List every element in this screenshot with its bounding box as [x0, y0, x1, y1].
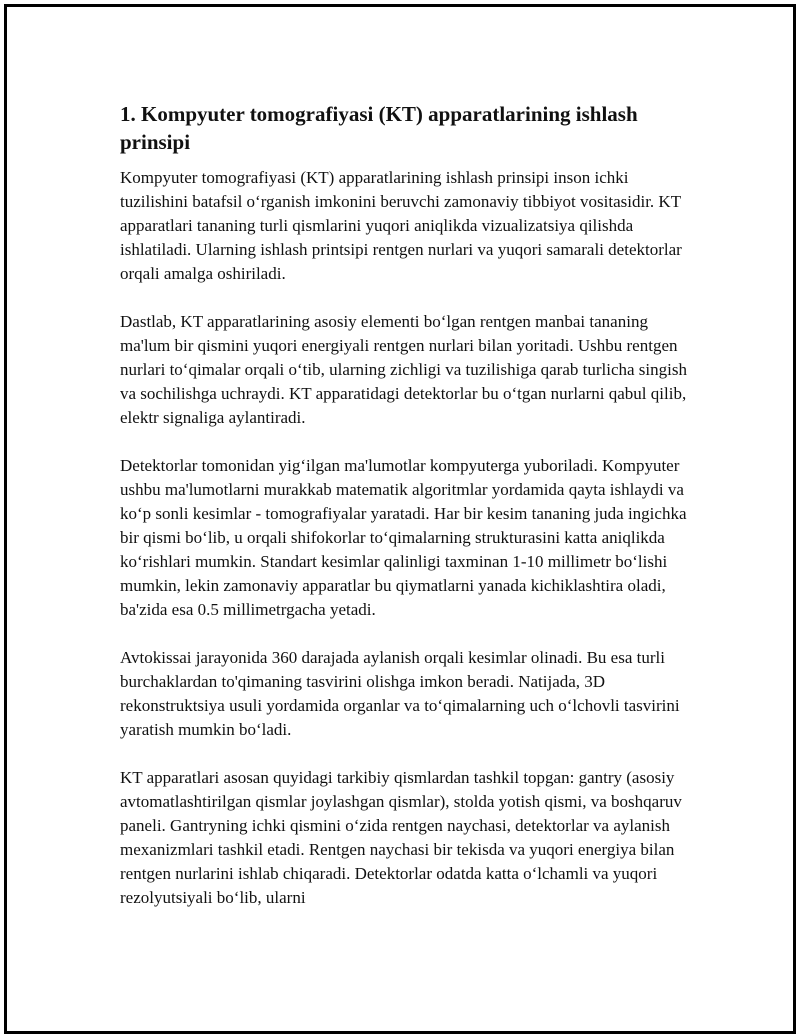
paragraph-components: KT apparatlari asosan quyidagi tarkibiy qismlardan tashkil topgan: gantry (asosiy avtomatlashtirilgan qismlar joylashgan qismlar), stolda yotish qismi, va boshqaruv paneli. Gantryning ichki qismini o‘zida rentgen naychasi, detektorlar va aylanish mexanizmlari tashkil etadi. Rentgen naychasi bir tekisda va yuqori energiya bilan rentgen nurlarini ishlab chiqaradi. Detektorlar odatda katta o‘lchamli va yuqori rezolyutsiyali bo‘lib, ularni	[120, 768, 682, 907]
paragraph-intro: Kompyuter tomografiyasi (KT) apparatlarining ishlash prinsipi inson ichki tuzilishini batafsil o‘rganish imkonini beruvchi zamonaviy tibbiyot vositasidir. KT apparatlari tananing turli qismlarini yuqori aniqlikda vizualizatsiya qilishda ishlatiladi. Ularning ishlash printsipi rentgen nurlari va yuqori samarali detektorlar orqali amalga oshiriladi.	[120, 168, 682, 283]
document-page	[4, 4, 796, 1034]
page-title: 1. Kompyuter tomografiyasi (KT) apparatlarining ishlash prinsipi	[120, 102, 638, 154]
paragraph-rotation: Avtokissai jarayonida 360 darajada aylanish orqali kesimlar olinadi. Bu esa turli burchaklardan to'qimaning tasvirini olishga imkon beradi. Natijada, 3D rekonstruktsiya usuli yordamida organlar va to‘qimalarning uch o‘lchovli tasvirini yaratish mumkin bo‘ladi.	[120, 648, 680, 739]
paragraph-data-processing: Detektorlar tomonidan yig‘ilgan ma'lumotlar kompyuterga yuboriladi. Kompyuter ushbu ma'lumotlarni murakkab matematik algoritmlar yordamida qayta ishlaydi va ko‘p sonli kesimlar - tomografiyalar yaratadi. Har bir kesim tananing juda ingichka bir qismi bo‘lib, u orqali shifokorlar to‘qimalarning strukturasini katta aniqlikda ko‘rishlari mumkin. Standart kesimlar qalinligi taxminan 1-10 millimetr bo‘lishi mumkin, lekin zamonaviy apparatlar bu qiymatlarni yanada kichiklashtira oladi, ba'zida esa 0.5 millimetrgacha yetadi.	[120, 456, 687, 619]
paragraph-xray-source: Dastlab, KT apparatlarining asosiy elementi bo‘lgan rentgen manbai tananing ma'lum bir qismini yuqori energiyali rentgen nurlari bilan yoritadi. Ushbu rentgen nurlari to‘qimalar orqali o‘tib, ularning zichligi va tuzilishiga qarab turlicha singish va sochilishga uchraydi. KT apparatidagi detektorlar bu o‘tgan nurlarni qabul qilib, elektr signaliga aylantiradi.	[120, 312, 687, 427]
document-body	[120, 100, 700, 934]
